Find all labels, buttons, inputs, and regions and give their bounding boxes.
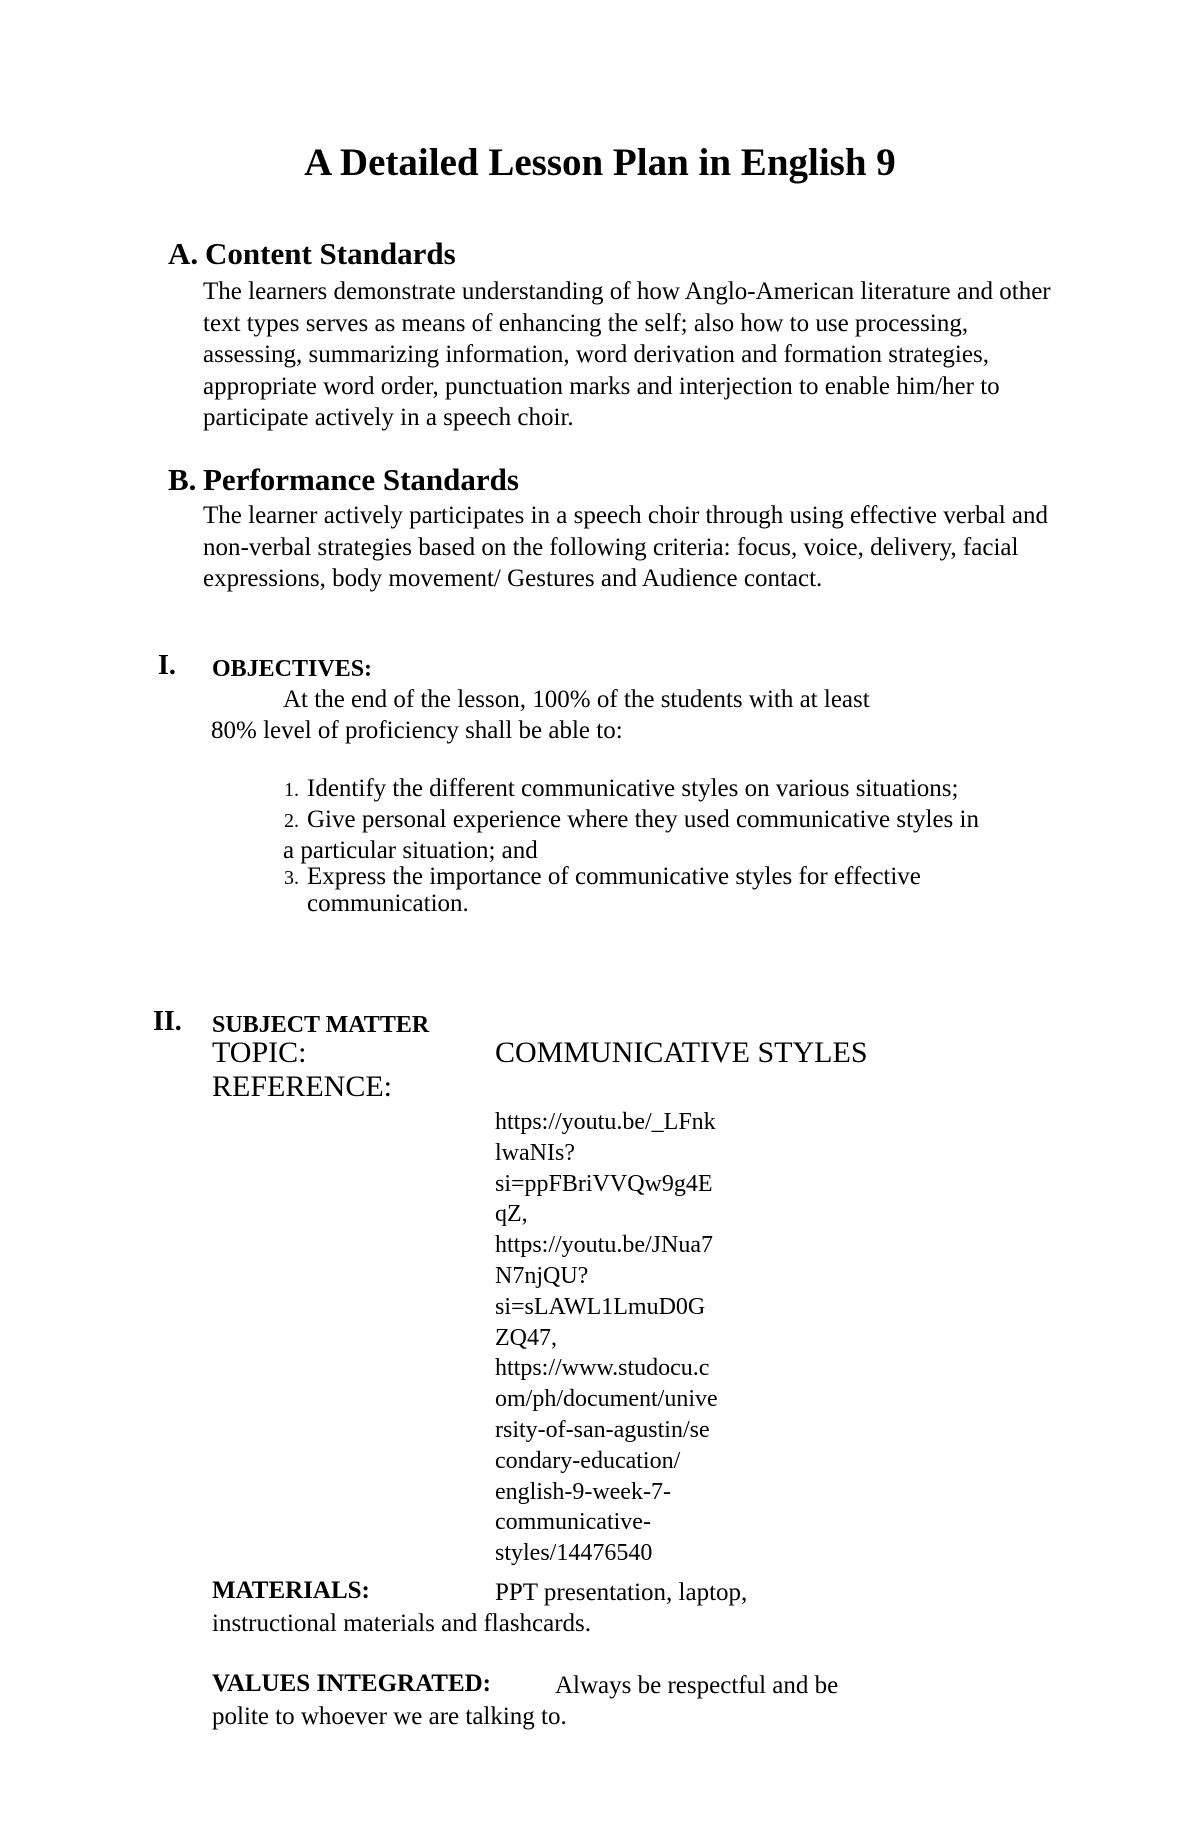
reference-line: rsity-of-san-agustin/se xyxy=(495,1416,710,1443)
content-standards-line: assessing, summarizing information, word derivation and formation strategies, xyxy=(203,341,989,368)
materials-value: PPT presentation, laptop, xyxy=(495,1579,748,1606)
reference-line: communicative- xyxy=(495,1509,651,1536)
objective-item: Express the importance of communicative styles for effective xyxy=(307,863,921,890)
values-integrated-value: Always be respectful and be xyxy=(555,1672,839,1699)
document-title: A Detailed Lesson Plan in English 9 xyxy=(304,141,896,184)
content-standards-text xyxy=(203,276,1051,434)
values-integrated-label: VALUES INTEGRATED: xyxy=(212,1670,492,1697)
reference-line: condary-education/ xyxy=(495,1447,681,1474)
materials-label: MATERIALS: xyxy=(212,1577,370,1604)
objectives-numeral: I. xyxy=(158,650,176,681)
objective-number: 1. xyxy=(284,779,299,801)
reference-list xyxy=(495,1107,718,1569)
objective-number: 3. xyxy=(284,867,299,889)
objective-item: Give personal experience where they used communicative styles in xyxy=(307,806,979,833)
reference-line: qZ, xyxy=(495,1201,528,1228)
subject-matter-numeral: II. xyxy=(153,1006,182,1037)
objective-item: Identify the different communicative styles on various situations; xyxy=(307,775,959,802)
reference-line: N7njQU? xyxy=(495,1262,589,1289)
topic-value: COMMUNICATIVE STYLES xyxy=(495,1036,868,1069)
objectives-intro-line2: 80% level of proficiency shall be able to: xyxy=(211,717,623,744)
content-standards-line: participate actively in a speech choir. xyxy=(203,404,574,431)
reference-line: https://youtu.be/_LFnk xyxy=(495,1109,716,1135)
reference-line: https://youtu.be/JNua7 xyxy=(495,1232,713,1259)
reference-line: https://www.studocu.c xyxy=(495,1355,710,1382)
performance-standards-marker: B. xyxy=(168,462,197,497)
performance-standards-heading: Performance Standards xyxy=(203,462,519,497)
reference-line: om/ph/document/unive xyxy=(495,1386,718,1413)
reference-line: lwaNIs? xyxy=(495,1139,575,1166)
performance-standards-text xyxy=(203,500,1048,595)
reference-line: styles/14476540 xyxy=(495,1540,653,1567)
performance-standards-line: expressions, body movement/ Gestures and Audience contact. xyxy=(203,565,823,592)
objectives-heading: OBJECTIVES: xyxy=(212,656,373,682)
subject-matter-heading: SUBJECT MATTER xyxy=(212,1012,430,1038)
reference-label: REFERENCE: xyxy=(212,1070,393,1103)
objective-item-continued: communication. xyxy=(307,890,469,917)
content-standards-line: text types serves as means of enhancing the self; also how to use processing, xyxy=(203,309,969,337)
content-standards-line: The learners demonstrate understanding of how Anglo-American literature and other xyxy=(203,278,1051,305)
objectives-intro-line1: At the end of the lesson, 100% of the students with at least xyxy=(283,686,870,713)
values-integrated-value-continued: polite to whoever we are talking to. xyxy=(212,1703,567,1730)
topic-label: TOPIC: xyxy=(212,1036,307,1069)
performance-standards-line: non-verbal strategies based on the following criteria: focus, voice, delivery, facial xyxy=(203,533,1019,561)
materials-value-continued: instructional materials and flashcards. xyxy=(212,1610,592,1637)
performance-standards-line: The learner actively participates in a speech choir through using effective verbal and xyxy=(203,502,1049,529)
reference-line: si=ppFBriVVQw9g4E xyxy=(495,1170,713,1197)
content-standards-heading: Content Standards xyxy=(205,236,456,271)
content-standards-marker: A. xyxy=(168,236,199,271)
objective-number: 2. xyxy=(284,810,299,832)
reference-line: si=sLAWL1LmuD0G xyxy=(495,1293,706,1320)
content-standards-line: appropriate word order, punctuation marks and interjection to enable him/her to xyxy=(203,372,1000,400)
reference-line: english-9-week-7- xyxy=(495,1478,671,1505)
objective-item-continued: a particular situation; and xyxy=(283,837,538,864)
reference-line: ZQ47, xyxy=(495,1324,557,1351)
